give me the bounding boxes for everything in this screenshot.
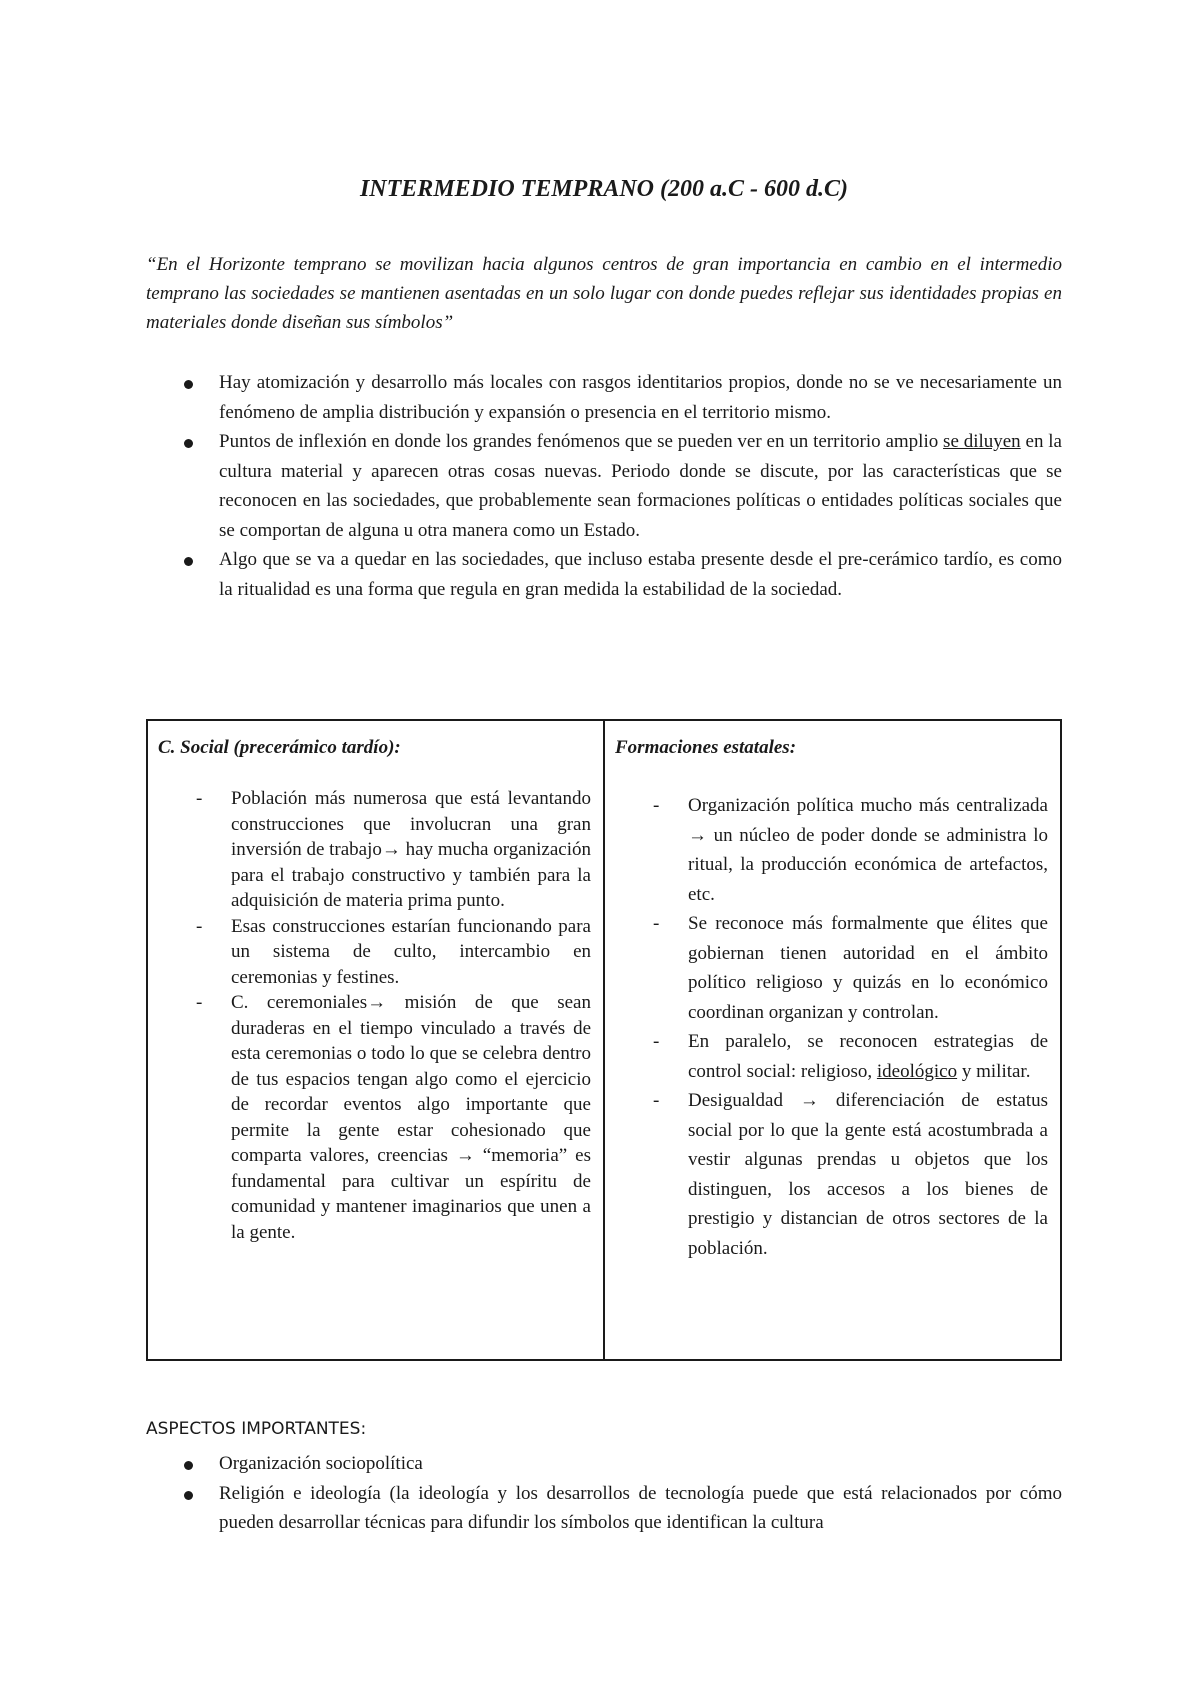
list-item — [605, 1086, 1060, 1263]
bullet-icon — [184, 380, 193, 389]
comparison-table — [146, 719, 1062, 1361]
list-item — [146, 545, 1062, 604]
list-item — [605, 791, 1060, 909]
dash-marker: - — [653, 913, 660, 934]
dash-marker: - — [653, 1090, 660, 1111]
bullet-icon — [184, 1491, 193, 1500]
state-list — [605, 791, 1060, 1263]
bullet-text-start: Puntos de inflexión en donde los grandes fenómenos que se pueden ver en un territorio amplio — [219, 431, 944, 452]
list-item — [146, 1479, 1062, 1538]
list-item — [146, 427, 1062, 545]
aspect-text: Religión e ideología (la ideología y los desarrollos de tecnología puede que está relacionados por cómo pueden desarrollar técnicas para difundir los símbolos que identifican la cultura — [219, 1482, 1062, 1533]
social-list — [148, 786, 603, 1245]
aspect-text: Organización sociopolítica — [219, 1453, 423, 1474]
list-item — [605, 1027, 1060, 1086]
item-text: C. ceremoniales→ misión de que sean duraderas en el tiempo vinculado a través de esta ceremonias o todo lo que se celebra dentro de tus espacios tengan algo como el ejercicio de recordar eventos algo importante que permite la gente estar cohesionado que comparta valores, creencias → “memoria” es fundamental para cultivar un espíritu de comunidad y mantener imaginarios que unen a la gente. — [231, 992, 591, 1243]
bullet-icon — [184, 439, 193, 448]
list-item — [605, 909, 1060, 1027]
list-item — [148, 786, 603, 914]
dash-marker: - — [653, 1031, 660, 1052]
bullet-icon — [184, 557, 193, 566]
dash-marker: - — [653, 795, 660, 816]
list-item — [146, 368, 1062, 427]
list-item — [148, 990, 603, 1245]
dash-marker: - — [196, 992, 203, 1013]
bullet-icon — [184, 1461, 193, 1470]
bullet-text-end: en la cultura material y aparecen otras cosas nuevas. Periodo donde se discute, por las características que se reconocen en las sociedades, que probablemente sean formaciones políticas o entidades políticas sociales que se comportan de alguna u otra manera como un Estado. — [219, 431, 1062, 541]
item-text: Desigualdad → diferenciación de estatus social por lo que la gente está acostumbrada a vestir algunas prendas u objetos que los distinguen, los accesos a los bienes de prestigio y distancian de otros sectores de la población. — [688, 1090, 1048, 1259]
underlined-term: ideológico — [876, 1060, 958, 1082]
item-text: Esas construcciones estarían funcionando para un sistema de culto, intercambio en ceremonias y festines. — [231, 915, 591, 988]
item-text: Organización política mucho más centralizada → un núcleo de poder donde se administra lo ritual, la producción económica de artefactos, etc. — [688, 795, 1048, 905]
item-text-start: En paralelo, se reconocen estrategias de control social: religioso, — [688, 1031, 1048, 1082]
item-text: Se reconoce más formalmente que élites que gobiernan tienen autoridad en el ámbito político religioso y quizás en lo económico coordinan organizan y controlan. — [688, 913, 1048, 1023]
bullet-text: Hay atomización y desarrollo más locales con rasgos identitarios propios, donde no se ve necesariamente un fenómeno de amplia distribución y expansión o presencia en el territorio mismo. — [219, 372, 1062, 423]
list-item — [148, 914, 603, 991]
column-header: C. Social (precerámico tardío): — [158, 737, 401, 758]
dash-marker: - — [196, 915, 203, 937]
dash-marker: - — [196, 788, 203, 809]
table-column-state — [605, 721, 1060, 1359]
column-header: Formaciones estatales: — [615, 737, 797, 758]
main-bullet-list — [146, 368, 1062, 604]
document-title: INTERMEDIO TEMPRANO (200 a.C - 600 d.C) — [359, 176, 849, 202]
item-text-end: y militar. — [957, 1060, 1031, 1082]
intro-quote: “En el Horizonte temprano se movilizan hacia algunos centros de gran importancia en cambio en el intermedio temprano las sociedades se mantienen asentadas en un solo lugar con donde puedes reflejar sus identidades propias en materiales donde diseñan sus símbolos” — [146, 254, 1062, 333]
table-column-social — [148, 721, 605, 1359]
aspects-list — [146, 1449, 1062, 1538]
aspects-heading: ASPECTOS IMPORTANTES: — [146, 1419, 367, 1439]
item-text: Población más numerosa que está levantando construcciones que involucran una gran inversión de trabajo→ hay mucha organización para el trabajo constructivo y también para la adquisición de materia prima punto. — [231, 788, 591, 911]
bullet-text: Algo que se va a quedar en las sociedades, que incluso estaba presente desde el pre-cerámico tardío, es como la ritualidad es una forma que regula en gran medida la estabilidad de la sociedad. — [219, 549, 1062, 600]
document-page — [146, 0, 1062, 1694]
underlined-term: se diluyen — [943, 431, 1021, 452]
list-item — [146, 1449, 1062, 1479]
